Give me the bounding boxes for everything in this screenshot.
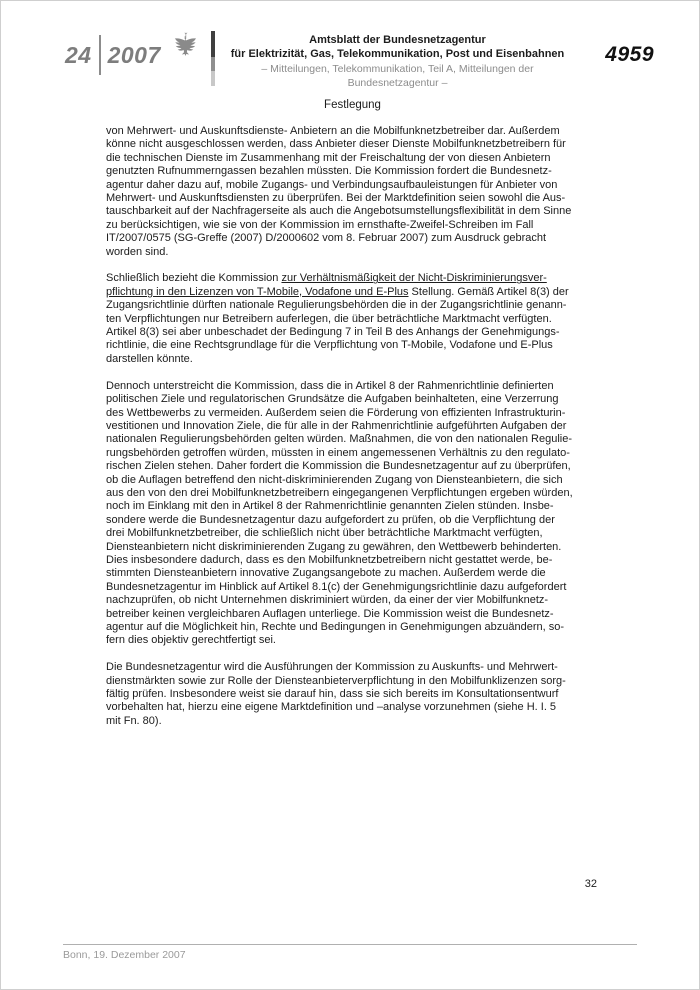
footer-dateline: Bonn, 19. Dezember 2007: [63, 949, 186, 961]
issue-number: 24: [65, 41, 92, 68]
paragraph: Schließlich bezieht die Kommission zur Verhältnismäßigkeit der Nicht-Diskriminierungsver- pflichtung in den Lizenzen von T-Mobile, Vodafone und E-Plus Stellung. Gemäß Artikel 8(3) der Zugangsrichtlinie dürften nationale Regulierungsbehörden die in der Zugangsrichtlinie genann- ten Verpflichtungen nur Betreibern auferlegen, die über beträchtliche Marktmacht verfügten. Artikel 8(3) sei aber unbeschadet der Bedingung 7 in Teil B des Anhangs der Genehmigungs- richtlinie, die eine Rechtsgrundlage für die Verpflichtung von T-Mobile, Vodafone und E-Plus darstellen könnte.: [106, 272, 569, 365]
gazette-page-code: 4959: [605, 43, 654, 66]
footer-rule: [63, 944, 637, 945]
section-title: Festlegung: [324, 99, 381, 111]
masthead-subtitle: – Mitteilungen, Telekommunikation, Teil A, Mitteilungen der Bundesnetzagentur –: [261, 63, 534, 89]
document-body: [106, 125, 606, 742]
masthead-divider-bar: [211, 31, 215, 86]
issue-year: 2007: [107, 41, 161, 68]
masthead-title-line1: Amtsblatt der Bundesnetzagentur: [309, 34, 486, 46]
masthead: [226, 33, 569, 90]
paragraph: Dennoch unterstreicht die Kommission, dass die in Artikel 8 der Rahmenrichtlinie definierten politischen Ziele und regulatorischen Grundsätze die Aufgaben beinhalteten, eine Verzerrung des Wettbewerbs zu vermeiden. Außerdem seien die Förderung von effizienten Infrastrukturin- vestitionen und Innovation Ziele, die für alle in der Rahmenrichtlinie aufgeführten Aufgaben der nationalen Regulierungsbehörden gelten würden. Maßnahmen, die von den nationalen Regulie- rungsbehörden getroffen würden, müssten in einem angemessenen Verhältnis zu den regulato- rischen Zielen stehen. Daher fordert die Kommission die Bundesnetzagentur auf zu überprüfen, ob die Auflagen betreffend den nicht-diskriminierenden Zugang von Diensteanbietern, die sich aus den von den drei Mobilfunknetzbetreibern eingegangenen Verpflichtungen ergeben würden, noch im Einklang mit den in Artikel 8 der Rahmenrichtlinie genannten Zielen stünden. Insbe- sondere werde die Bundesnetzagentur dazu aufgefordert zu prüfen, ob die Verpflichtung der drei Mobilfunknetzbetreiber, die schließlich nicht über beträchtliche Marktmacht verfügten, Diensteanbietern nicht diskriminierenden Zugang zu gewähren, den Wettbewerb behinderten. Dies insbesondere dadurch, dass es den Mobilfunknetzbetreibern nicht gestattet werde, be- stimmten Diensteanbietern innovative Zugangsangebote zu machen. Außerdem werde die Bundesnetzagentur im Hinblick auf Artikel 8.1(c) der Genehmigungsrichtlinie dazu aufgefordert nachzuprüfen, ob nicht Unternehmen diskriminiert würden, da einer der vier Mobilfunknetz- betreiber keinen vergleichbaren Auflagen unterliege. Die Kommission weist die Bundesnetz- agentur auf die Möglichkeit hin, Rechte und Bedingungen in Genehmigungen abzuändern, so- fern dies objektiv gerechtfertigt sei.: [106, 379, 573, 647]
paragraph: von Mehrwert- und Auskunftsdienste- Anbietern an die Mobilfunknetzbetreiber dar. Außerdem könne nicht ausgeschlossen werden, dass Anbieter dieser Dienste Mobilfunknetzbetreibern für die technischen Dienste im Zusammenhang mit der Freischaltung der von diesen Anbietern genutzten Rufnummerngassen bezahlen müssten. Die Kommission fordert die Bundesnetz- agentur daher dazu auf, mobile Zugangs- und Verbindungsaufbauleistungen für Anbieter von Mehrwert- und Auskunftsdiensten zu überprüfen. Bei der Marktdefinition seien sowohl die Aus- tauschbarkeit auf der Nachfragerseite als auch die Angebotsumstellungsflexibilität in dem Sinne zu berücksichtigen, wie sie von der Kommission im ernsthafte-Zweifel-Schreiben im Fall IT/2007/0575 (SG-Greffe (2007) D/2000602 vom 8. Februar 2007) zum Ausdruck gebracht worden sind.: [106, 125, 572, 258]
issue-divider: [99, 35, 101, 75]
federal-eagle-icon: [172, 30, 204, 64]
issue-label: [65, 35, 161, 75]
paragraph: Die Bundesnetzagentur wird die Ausführungen der Kommission zu Auskunfts- und Mehrwert- dienstmärkten sowie zur Rolle der Diensteanbieterverpflichtung in den Mobilfunklizenzen sorg- fältig prüfen. Insbesondere weist sie darauf hin, dass sie sich bereits im Konsultationsentwurf vorbehalten hat, hierzu eine eigene Marktdefinition und –analyse vorzunehmen (siehe H. I. 5 mit Fn. 80).: [106, 661, 566, 727]
masthead-title-line2: für Elektrizität, Gas, Telekommunikation, Post und Eisenbahnen: [230, 48, 565, 60]
page-number: 32: [584, 878, 597, 890]
